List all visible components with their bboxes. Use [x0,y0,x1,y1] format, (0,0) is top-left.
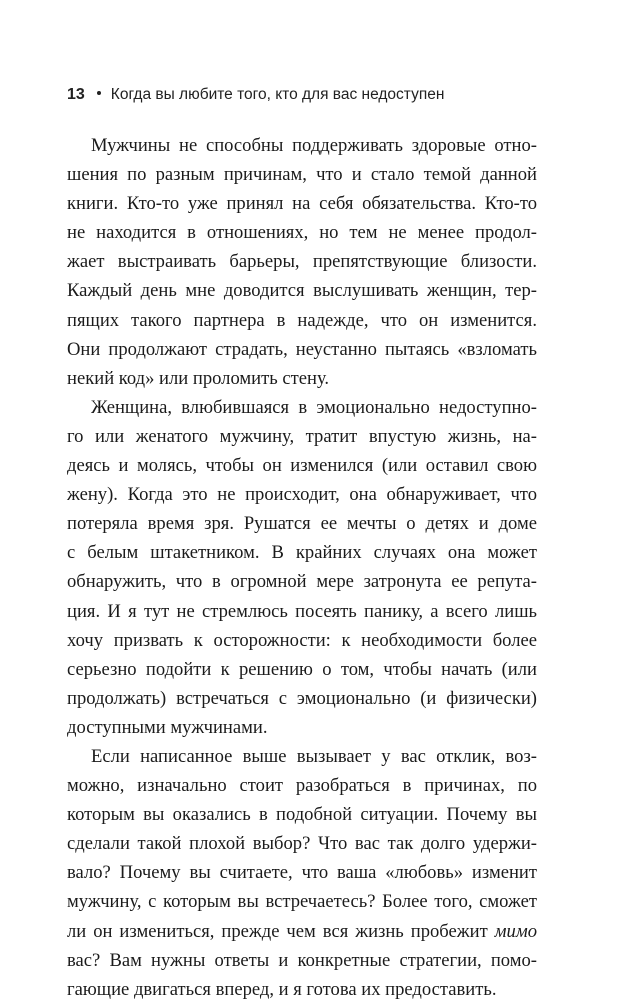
text-line: доступными мужчинами. [67,716,268,738]
text-line: жену). Когда это не происходит, она обнаруживает, что [67,484,537,506]
text-line: потеряла время зря. Рушатся ее мечты о детях и доме [67,513,537,535]
text-run: ли он измениться, прежде чем вся жизнь пробежит [67,920,495,942]
text-line: вас? Вам нужны ответы и конкретные стратегии, помо- [67,949,537,971]
book-title: Когда вы любите того, кто для вас недоступен [110,86,445,103]
text-line: вало? Почему вы считаете, что ваша «любовь» изменит [67,862,537,884]
paragraph-1 [67,131,537,393]
text-line: жает выстраивать барьеры, препятствующие близости. [67,251,537,273]
text-line: го или женатого мужчину, тратит впустую жизнь, на- [67,425,537,447]
body-text [67,131,537,1004]
text-line: Каждый день мне доводится выслушивать женщин, тер- [67,280,537,302]
text-line: серьезно подойти к решению о том, чтобы начать (или [67,658,537,680]
page-number: 13 [67,86,85,103]
text-line: обнаружить, что в огромной мере затронута ее репута- [67,571,537,593]
bullet-separator-icon [97,91,101,95]
text-line: книги. Кто-то уже принял на себя обязательства. Кто-то [67,193,537,215]
text-line: сделали такой плохой выбор? Что вас так долго удержи- [67,833,537,855]
text-line: с белым штакетником. В крайних случаях она может [67,542,537,564]
running-head [67,86,444,104]
text-line: не находится в отношениях, но тем не менее продол- [67,222,537,244]
text-line-with-emphasis [67,917,537,946]
text-line: некий код» или проломить стену. [67,367,330,389]
text-line: которым вы оказались в подобной ситуации. Почему вы [67,804,537,826]
text-line: хочу призвать к осторожности: к необходимости более [67,629,537,651]
text-line: Женщина, влюбившаяся в эмоционально недоступно- [91,396,537,418]
paragraph-3 [67,742,537,1004]
text-line: можно, изначально стоит разобраться в причинах, по [67,775,537,797]
paragraph-2 [67,393,537,742]
emphasized-word: мимо [494,920,537,942]
text-line: деясь и молясь, чтобы он изменился (или оставил свою [67,455,537,477]
text-line: шения по разным причинам, что и стало темой данной [67,164,537,186]
text-line: гающие двигаться вперед, и я готова их предоставить. [67,978,497,1000]
text-line: мужчину, с которым вы встречаетесь? Более того, сможет [67,891,537,913]
text-line: Мужчины не способны поддерживать здоровые отно- [91,135,537,156]
text-line: Если написанное выше вызывает у вас отклик, воз- [91,745,537,767]
text-line: продолжать) встречаться с эмоционально (и физически) [67,687,537,709]
text-line: ция. И я тут не стремлюсь посеять панику, а всего лишь [67,600,537,622]
text-line: Они продолжают страдать, неустанно пытаясь «взломать [67,338,537,360]
text-line: пящих такого партнера в надежде, что он изменится. [67,309,537,331]
